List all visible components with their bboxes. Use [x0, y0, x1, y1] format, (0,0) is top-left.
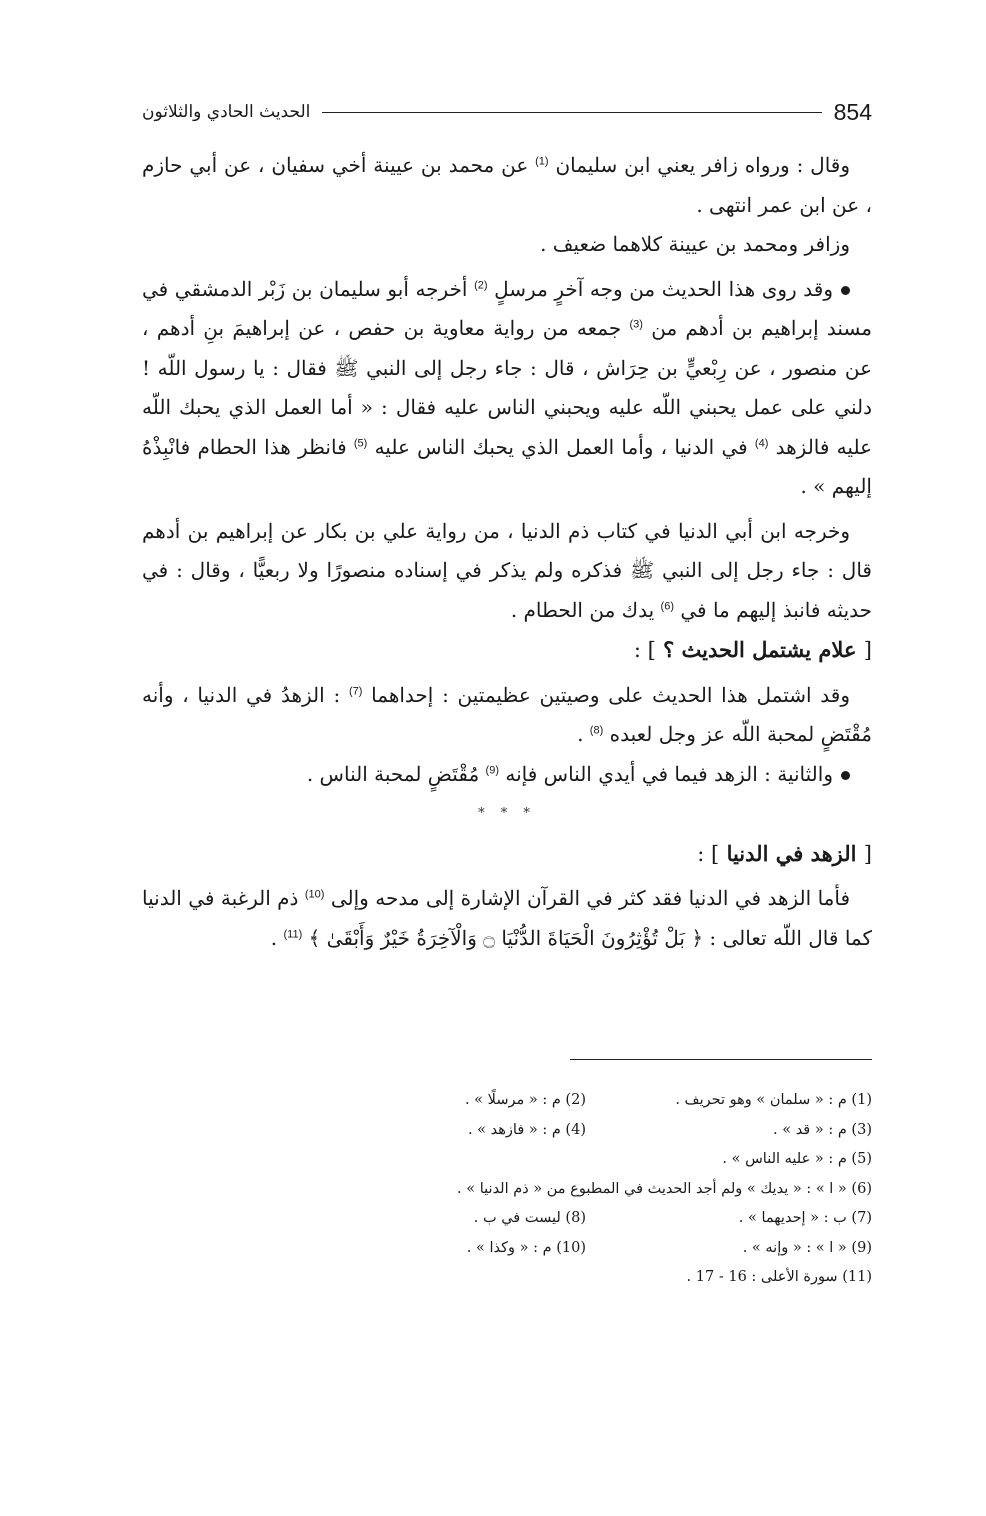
- text-span: أخرجه أبو سليمان بن زَبْر الدمشقي في مسند إبراهيم بن أدهم من: [142, 276, 872, 340]
- section-separator: * * *: [478, 806, 536, 821]
- footnote-number: (8): [565, 1210, 586, 1226]
- text-span: جمعه من رواية معاوية بن حفص ، عن إبراهيمَ بنِ أدهم ، عن منصور ، عن رِبْعيٍّ بن حِرَاش ، قال : جاء رجل إلى النبي ﷺ فقال : يا رسول اللّه ! دلني على عمل يحبني اللّه عليه ويحبني الناس عليه فقال : « أما العمل الذي يحبك اللّه عليه فالزهد: [142, 316, 872, 459]
- text-span: : الزهدُ في الدنيا ، وأنه مُقْتَضٍ لمحبة اللّه عز وجل لعبده: [142, 682, 872, 746]
- footnote-ref-10[interactable]: (10): [304, 888, 325, 901]
- text-span: وقد اشتمل هذا الحديث على وصيتين عظيمتين : إحداهما: [371, 682, 851, 707]
- text-span: فانظر هذا الحطام فانْبِذْهُ إليهم » .: [142, 434, 872, 498]
- footnote-number: (4): [565, 1121, 586, 1138]
- footnote-number: (7): [851, 1210, 872, 1226]
- footnote-ref-5[interactable]: (5): [353, 436, 368, 449]
- footnote-text: م : « قد » .: [773, 1121, 847, 1138]
- paragraph-7: [142, 879, 872, 958]
- text-span: وقد روى هذا الحديث من وجه آخرٍ مرسلٍ: [494, 276, 834, 301]
- footnote-row: [300, 1116, 872, 1146]
- footnote-number: (2): [565, 1092, 586, 1108]
- footnote-rule: [570, 1059, 872, 1060]
- text-span: في الدنيا ، وأما العمل الذي يحبك الناس عليه: [374, 434, 748, 459]
- footnote-ref-9[interactable]: (9): [485, 763, 499, 776]
- footnote-1: [586, 1086, 872, 1116]
- footnote-2: [300, 1086, 586, 1116]
- section-heading-2: [142, 834, 872, 875]
- text-span: وزافر ومحمد بن عيينة كلاهما ضعيف .: [540, 232, 850, 256]
- footnote-ref-6[interactable]: (6): [660, 599, 675, 612]
- bracket-close: ] :: [697, 841, 720, 866]
- footnote-text: سورة الأعلى : 16 - 17 .: [686, 1269, 838, 1285]
- footnote-text: م : « عليه الناس » .: [722, 1151, 847, 1167]
- paragraph-1: [142, 146, 872, 225]
- footnote-10: [300, 1234, 586, 1264]
- paragraph-5: [142, 676, 872, 755]
- bracket-close: ] :: [633, 638, 656, 662]
- footnote-number: (10): [556, 1239, 586, 1256]
- text-span: .: [577, 722, 584, 746]
- footnote-number: (3): [851, 1121, 872, 1138]
- footnote-8: [300, 1204, 586, 1234]
- footnote-9: [586, 1234, 872, 1264]
- header-rule: [322, 112, 821, 113]
- footnote-ref-7[interactable]: (7): [348, 684, 363, 697]
- footnote-text: م : « مرسلًا » .: [464, 1092, 561, 1108]
- footnote-11: [300, 1263, 872, 1293]
- heading-text: الزهد في الدنيا: [726, 840, 857, 866]
- footnote-text: ليست في ب .: [473, 1210, 561, 1226]
- bullet-icon: [841, 771, 850, 780]
- footnote-row: [300, 1086, 872, 1116]
- footnote-text: « ا » : « يديك » ولم أجد الحديث في المطبوع من « ذم الدنيا » .: [457, 1180, 847, 1197]
- footnote-5: [300, 1145, 872, 1175]
- footnote-ref-8[interactable]: (8): [589, 724, 604, 737]
- text-span: عن محمد بن عيينة أخي سفيان ، عن أبي حازم ، عن ابن عمر انتهى .: [142, 153, 872, 217]
- footnote-ref-1[interactable]: (1): [535, 155, 549, 168]
- running-title: الحديث الحادي والثلاثون: [142, 102, 311, 122]
- paragraph-4: [142, 512, 872, 631]
- heading-text: علام يشتمل الحديث ؟: [663, 637, 857, 662]
- footnote-7: [586, 1204, 872, 1234]
- footnote-text: م : « فازهد » .: [467, 1121, 561, 1138]
- footnote-row: [300, 1234, 872, 1264]
- footnote-number: (6): [851, 1180, 872, 1197]
- text-span: وقال : ورواه زافر يعني ابن سليمان: [555, 153, 851, 177]
- footnotes: [300, 1086, 872, 1293]
- page-number: 854: [833, 98, 872, 125]
- footnote-text: ب : « إحديهما » .: [738, 1210, 847, 1226]
- text-span: يدك من الحطام .: [510, 597, 655, 622]
- footnote-text: م : « سلمان » وهو تحريف .: [675, 1092, 847, 1108]
- text-span: فأما الزهد في الدنيا فقد كثر في القرآن الإشارة إلى مدحه وإلى: [330, 886, 851, 910]
- paragraph-6: [142, 755, 872, 795]
- footnote-ref-11[interactable]: (11): [283, 927, 303, 940]
- footnote-text: « ا » : « وإنه » .: [742, 1239, 847, 1256]
- footnote-row: [300, 1204, 872, 1234]
- bracket-open: [: [863, 841, 872, 866]
- footnote-number: (1): [851, 1092, 872, 1108]
- footnote-ref-3[interactable]: (3): [629, 318, 643, 331]
- text-span: والثانية : الزهد فيما في أيدي الناس فإنه: [505, 761, 833, 786]
- footnote-number: (9): [851, 1239, 872, 1256]
- footnote-3: [586, 1116, 872, 1146]
- footnote-6: [300, 1175, 872, 1205]
- footnote-4: [300, 1116, 586, 1146]
- text-span: وخرجه ابن أبي الدنيا في كتاب ذم الدنيا ، من رواية علي بن بكار عن إبراهيم بن أدهم قال : جاء رجل إلى النبي ﷺ فذكره ولم يذكر في إسناده منصورًا ولا ربعيًّا ، وقال : في حديثه فانبذ إليهم ما في: [142, 518, 872, 622]
- paragraph-2: [142, 225, 872, 265]
- bracket-open: [: [863, 638, 872, 662]
- text-span: ذم الرغبة في الدنيا كما قال اللّه تعالى : ﴿ بَلْ تُؤْثِرُونَ الْحَيَاةَ الدُّنْيَا ۝ وَالْآخِرَةُ خَيْرٌ وَأَبْقَىٰ ﴾: [142, 886, 872, 950]
- section-heading-1: [142, 630, 872, 671]
- footnote-number: (11): [842, 1269, 872, 1285]
- text-span: .: [270, 925, 278, 950]
- footnote-number: (5): [851, 1151, 872, 1167]
- page-header: [142, 92, 872, 132]
- footnote-ref-2[interactable]: (2): [474, 278, 488, 291]
- paragraph-3: [142, 270, 872, 507]
- body-text: [142, 146, 872, 958]
- text-span: مُقْتَضٍ لمحبة الناس .: [306, 761, 480, 786]
- bullet-icon: [841, 286, 850, 295]
- footnote-text: م : « وكذا » .: [466, 1239, 552, 1256]
- footnote-ref-4[interactable]: (4): [754, 436, 769, 449]
